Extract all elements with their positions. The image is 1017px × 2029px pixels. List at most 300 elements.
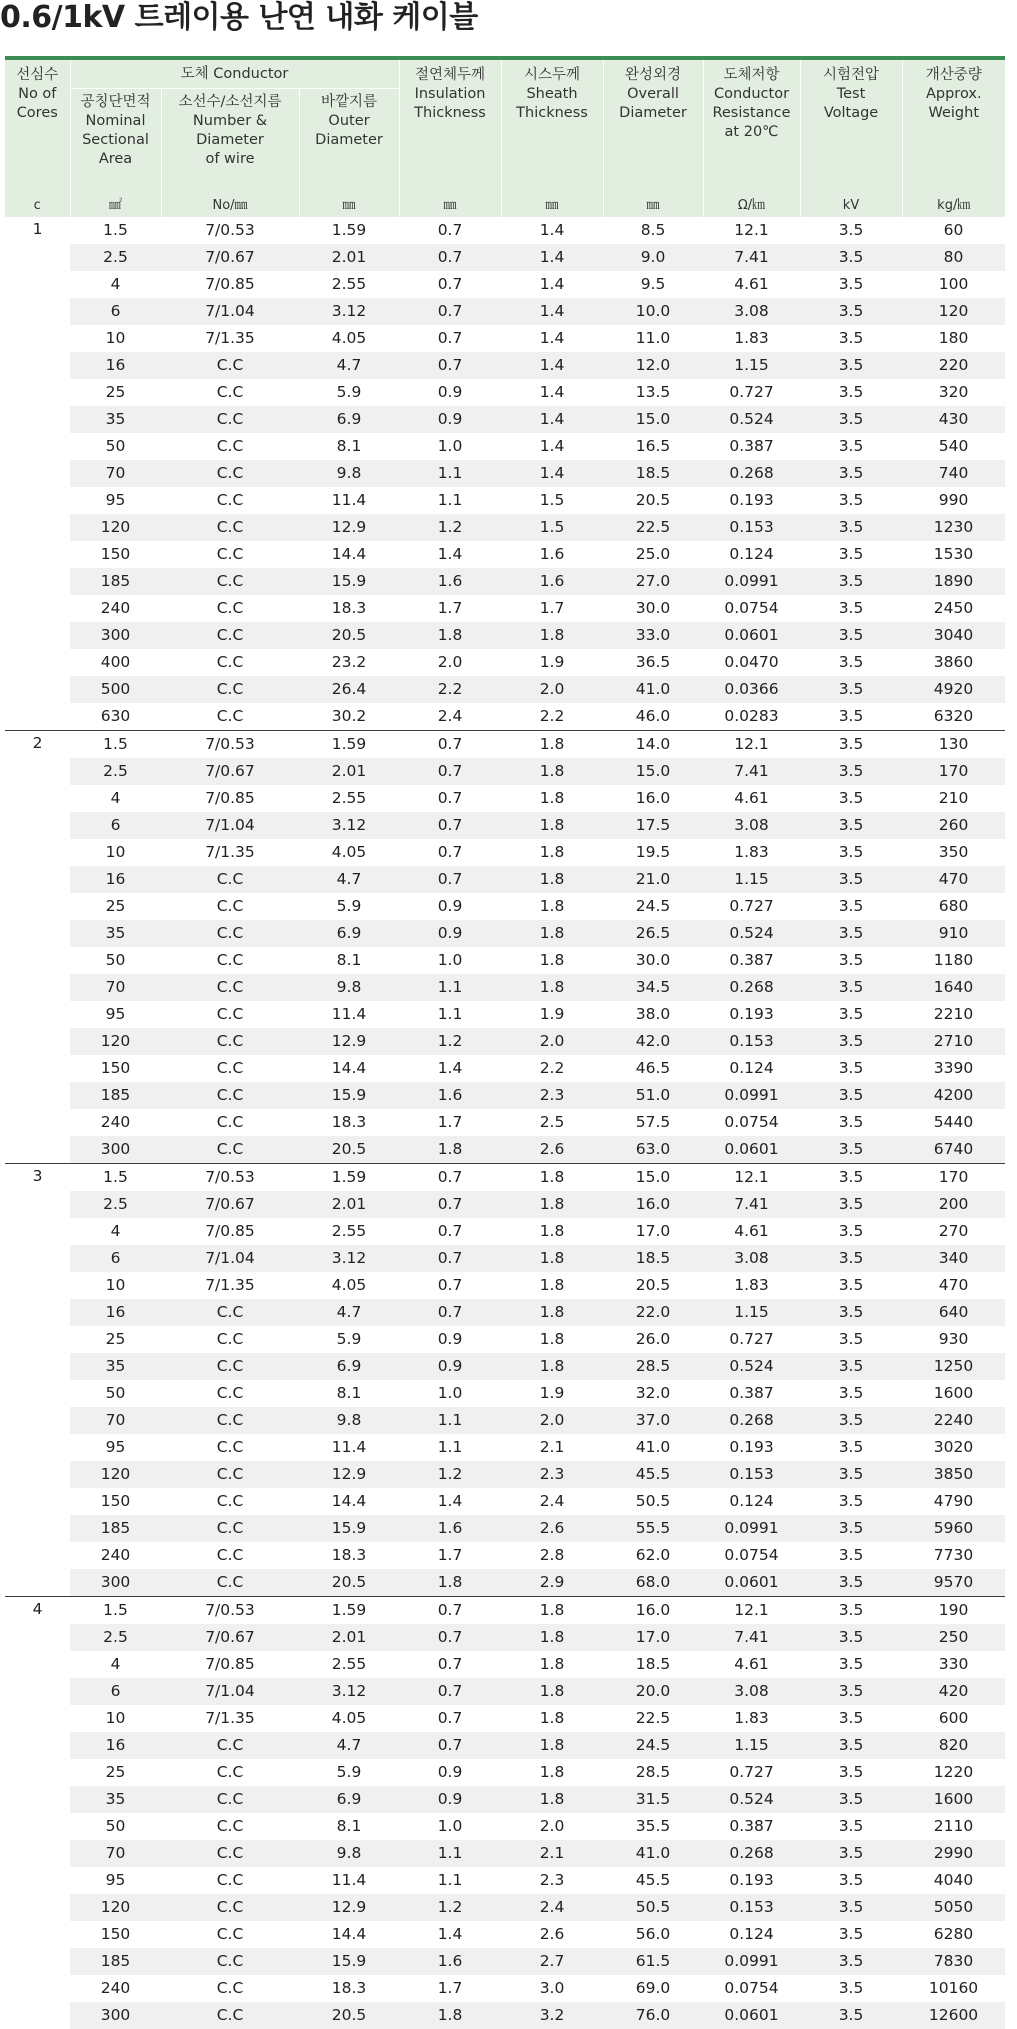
table-cell: 26.0 <box>635 1330 671 1348</box>
table-cell: 120 <box>70 514 161 541</box>
table-cell: 24.5 <box>603 1732 703 1759</box>
table-cell: 18.3 <box>331 1979 367 1997</box>
table-cell: 3.5 <box>838 1330 864 1348</box>
table-cell: 38.0 <box>635 1005 671 1023</box>
table-cell: 16.0 <box>603 1596 703 1624</box>
table-cell: 240 <box>100 599 131 617</box>
table-cell: 1600 <box>902 1786 1005 1813</box>
table-cell: 45.5 <box>635 1871 671 1889</box>
table-cell: 50.5 <box>635 1492 671 1510</box>
table-cell: C.C <box>161 352 299 379</box>
table-cell: 6740 <box>902 1136 1005 1164</box>
table-cell: 0.0601 <box>703 1136 800 1164</box>
table-cell: 1.4 <box>539 437 565 455</box>
table-cell: 2.01 <box>299 1191 399 1218</box>
table-cell: 1.8 <box>539 951 565 969</box>
table-row <box>5 406 1005 433</box>
table-cell: 1.1 <box>399 974 501 1001</box>
table-row <box>5 1515 1005 1542</box>
table-cell: 0.7 <box>399 352 501 379</box>
table-row <box>5 758 1005 785</box>
table-row <box>5 1136 1005 1164</box>
table-cell: 0.0754 <box>724 599 779 617</box>
table-cell: C.C <box>216 1925 244 1943</box>
table-cell: C.C <box>161 1948 299 1975</box>
unit-cell: ㎜ <box>603 195 703 217</box>
table-cell: 3.2 <box>501 2002 603 2029</box>
table-cell: 4.7 <box>299 1732 399 1759</box>
table-cell: 7.41 <box>703 1191 800 1218</box>
table-row <box>5 1380 1005 1407</box>
table-cell: 185 <box>70 1948 161 1975</box>
table-cell: C.C <box>161 1461 299 1488</box>
table-cell: 2.55 <box>331 789 367 807</box>
table-cell: 50 <box>105 1384 126 1402</box>
table-cell: 55.5 <box>603 1515 703 1542</box>
table-row <box>5 433 1005 460</box>
table-cell: 150 <box>100 1492 131 1510</box>
table-cell: 2.0 <box>501 1407 603 1434</box>
table-cell: 3.5 <box>838 1979 864 1997</box>
table-cell: 4790 <box>933 1492 974 1510</box>
table-cell: 46.0 <box>635 707 671 725</box>
table-cell: 330 <box>938 1655 969 1673</box>
table-row <box>5 649 1005 676</box>
header-sheath-thickness: 시스두께 Sheath Thickness <box>501 60 603 195</box>
table-cell: 3.5 <box>838 599 864 617</box>
table-cell: 14.4 <box>331 545 367 563</box>
table-cell: 16.5 <box>635 437 671 455</box>
table-cell: 0.7 <box>399 1624 501 1651</box>
table-cell: 1.6 <box>399 568 501 595</box>
table-cell: 4920 <box>902 676 1005 703</box>
table-cell: 2.0 <box>539 1817 565 1835</box>
table-cell: 68.0 <box>603 1569 703 1597</box>
table-cell: 0.153 <box>703 1461 800 1488</box>
table-cell: C.C <box>161 568 299 595</box>
table-cell: 19.5 <box>635 843 671 861</box>
table-cell: 0.7 <box>399 298 501 325</box>
table-row <box>5 1353 1005 1380</box>
table-row <box>5 812 1005 839</box>
table-cell: 33.0 <box>603 622 703 649</box>
table-cell: 1.59 <box>299 1596 399 1624</box>
table-cell: 13.5 <box>635 383 671 401</box>
table-row <box>5 1163 1005 1191</box>
table-row <box>5 352 1005 379</box>
table-cell: 3.5 <box>800 1678 902 1705</box>
table-cell: 3.12 <box>299 1678 399 1705</box>
table-row <box>5 893 1005 920</box>
table-cell: C.C <box>216 897 244 915</box>
table-cell: 240 <box>100 1113 131 1131</box>
table-cell: 1.8 <box>539 1763 565 1781</box>
table-cell: 1.4 <box>437 1925 463 1943</box>
table-row <box>5 1434 1005 1461</box>
cable-spec-table <box>5 60 1005 2029</box>
table-cell: 0.7 <box>399 1191 501 1218</box>
table-cell: 12.1 <box>703 1163 800 1191</box>
table-cell: 9.0 <box>603 244 703 271</box>
header-nominal-area: 공칭단면적 Nominal Sectional Area <box>70 89 161 195</box>
table-cell: 2.6 <box>539 1925 565 1943</box>
table-row <box>5 1001 1005 1028</box>
table-cell: 60 <box>943 221 964 239</box>
table-cell: 7/0.85 <box>205 1222 255 1240</box>
table-cell: 7.41 <box>703 244 800 271</box>
table-cell: 1.8 <box>539 1276 565 1294</box>
table-cell: 20.5 <box>299 622 399 649</box>
table-cell: 80 <box>902 244 1005 271</box>
table-cell: 0.524 <box>703 920 800 947</box>
table-cell: 69.0 <box>635 1979 671 1997</box>
table-cell: 7/1.35 <box>205 843 255 861</box>
table-cell: 1.8 <box>539 1709 565 1727</box>
table-cell: 9.8 <box>299 1840 399 1867</box>
table-cell: 4.61 <box>734 275 769 293</box>
table-cell: 3.5 <box>838 1222 864 1240</box>
table-row <box>5 1488 1005 1515</box>
table-cell: 0.9 <box>437 1763 463 1781</box>
table-cell: 4.05 <box>331 843 367 861</box>
table-cell: 120 <box>70 1028 161 1055</box>
table-cell: 30.0 <box>635 599 671 617</box>
table-cell: 1.15 <box>703 352 800 379</box>
units-row <box>5 195 1005 217</box>
table-row <box>5 1678 1005 1705</box>
table-cell: 3.5 <box>838 951 864 969</box>
table-cell: 7/0.53 <box>161 1163 299 1191</box>
table-cell: 740 <box>902 460 1005 487</box>
table-cell: 15.0 <box>603 758 703 785</box>
table-cell: 2.2 <box>539 707 565 725</box>
table-cell: 50.5 <box>603 1894 703 1921</box>
table-cell: 250 <box>902 1624 1005 1651</box>
table-cell: 61.5 <box>603 1948 703 1975</box>
table-cell: 150 <box>100 1059 131 1077</box>
table-cell: 1.4 <box>501 298 603 325</box>
table-cell: 185 <box>70 1082 161 1109</box>
table-cell: 6.9 <box>299 1786 399 1813</box>
table-cell: 25 <box>105 1330 126 1348</box>
table-cell: 3.5 <box>800 1082 902 1109</box>
table-cell: 12.1 <box>703 730 800 758</box>
table-cell: 200 <box>902 1191 1005 1218</box>
table-cell: 1.4 <box>501 244 603 271</box>
table-cell: 680 <box>938 897 969 915</box>
table-cell: 0.7 <box>399 1732 501 1759</box>
table-cell: 7/1.04 <box>161 812 299 839</box>
table-row <box>5 1759 1005 1786</box>
table-cell: 25 <box>105 897 126 915</box>
table-cell: 0.0601 <box>703 2002 800 2029</box>
table-cell: 7/0.85 <box>205 1655 255 1673</box>
table-row <box>5 1299 1005 1326</box>
header-approx-weight: 개산중량 Approx. Weight <box>902 60 1005 195</box>
table-cell: 1.83 <box>734 1709 769 1727</box>
table-cell: 7.41 <box>703 1624 800 1651</box>
table-cell: 270 <box>938 1222 969 1240</box>
table-cell: 3.12 <box>299 298 399 325</box>
table-cell: 4.7 <box>299 352 399 379</box>
unit-cell: kV <box>800 195 902 217</box>
table-cell: 2.8 <box>539 1546 565 1564</box>
table-cell: 15.9 <box>299 1948 399 1975</box>
table-cell: 20.5 <box>299 2002 399 2029</box>
table-cell: 8.1 <box>336 1384 362 1402</box>
table-cell: 14.4 <box>331 1492 367 1510</box>
table-row <box>5 1813 1005 1840</box>
table-cell: 3.5 <box>800 1732 902 1759</box>
table-cell: 2.0 <box>501 676 603 703</box>
table-cell: 3.5 <box>800 1515 902 1542</box>
table-cell: 0.124 <box>729 1492 774 1510</box>
table-row <box>5 1326 1005 1353</box>
table-cell: 1.8 <box>539 1655 565 1673</box>
table-cell: 3.5 <box>800 758 902 785</box>
table-cell: 0.9 <box>399 406 501 433</box>
table-cell: 1.7 <box>437 599 463 617</box>
table-cell: 18.3 <box>331 1546 367 1564</box>
table-cell: 95 <box>105 1871 126 1889</box>
table-cell: 23.2 <box>331 653 367 671</box>
table-cell: 35.5 <box>635 1817 671 1835</box>
table-cell: 10 <box>105 1709 126 1727</box>
table-cell: 3.5 <box>800 676 902 703</box>
table-cell: 2.01 <box>299 758 399 785</box>
table-cell: 0.387 <box>729 1384 774 1402</box>
table-cell: C.C <box>161 1407 299 1434</box>
table-cell: 1.4 <box>539 329 565 347</box>
table-row <box>5 1542 1005 1569</box>
table-cell: 470 <box>938 1276 969 1294</box>
table-cell: 6.9 <box>299 406 399 433</box>
table-cell: 16.0 <box>635 789 671 807</box>
table-row <box>5 1732 1005 1759</box>
table-cell: 18.3 <box>331 1113 367 1131</box>
table-cell: 0.7 <box>437 1276 463 1294</box>
table-cell: 1.4 <box>437 1492 463 1510</box>
table-cell: 180 <box>938 329 969 347</box>
table-row <box>5 947 1005 974</box>
table-cell: 1.1 <box>399 1407 501 1434</box>
table-cell: 10160 <box>928 1979 979 1997</box>
table-cell: 600 <box>938 1709 969 1727</box>
table-cell: 170 <box>902 1163 1005 1191</box>
table-cell: 1.8 <box>399 1136 501 1164</box>
table-cell: 18.5 <box>603 1245 703 1272</box>
table-cell: C.C <box>216 1384 244 1402</box>
table-cell: 25 <box>105 1763 126 1781</box>
table-cell: 4 <box>110 1655 121 1673</box>
table-cell: 0.7 <box>437 221 463 239</box>
table-cell: 1.0 <box>437 437 463 455</box>
table-cell: 3.5 <box>838 545 864 563</box>
table-cell: 1.6 <box>399 1948 501 1975</box>
table-cell: 3.5 <box>800 1894 902 1921</box>
table-cell: 1.8 <box>501 622 603 649</box>
header-overall-diameter: 완성외경 Overall Diameter <box>603 60 703 195</box>
table-cell: 0.7 <box>437 789 463 807</box>
table-cell: 3.5 <box>838 1817 864 1835</box>
table-cell: 2.3 <box>539 1871 565 1889</box>
table-cell: 7/0.53 <box>161 730 299 758</box>
table-cell: 470 <box>902 866 1005 893</box>
table-cell: C.C <box>161 1569 299 1597</box>
table-cell: 25 <box>105 383 126 401</box>
table-cell: 1.15 <box>703 866 800 893</box>
table-cell: 2210 <box>933 1005 974 1023</box>
table-cell: 2.5 <box>70 244 161 271</box>
table-cell: 45.5 <box>603 1461 703 1488</box>
table-cell: 0.9 <box>399 1786 501 1813</box>
table-cell: 16.0 <box>603 1191 703 1218</box>
table-cell: 0.0283 <box>724 707 779 725</box>
table-cell: 1.0 <box>437 951 463 969</box>
table-row <box>5 568 1005 595</box>
table-cell: C.C <box>161 1732 299 1759</box>
table-cell: 3.5 <box>800 866 902 893</box>
table-cell: 1.8 <box>501 730 603 758</box>
table-cell: C.C <box>216 1438 244 1456</box>
table-cell: 1.5 <box>103 221 128 239</box>
table-cell: 6.9 <box>299 920 399 947</box>
table-row <box>5 271 1005 298</box>
table-cell: 3.5 <box>838 1005 864 1023</box>
table-cell: 3.5 <box>800 1407 902 1434</box>
table-cell: 9570 <box>902 1569 1005 1597</box>
table-cell: 1.1 <box>399 460 501 487</box>
table-cell: 0.153 <box>703 1894 800 1921</box>
table-cell: 5.9 <box>336 1763 362 1781</box>
table-cell: 0.727 <box>729 897 774 915</box>
table-cell: 0.7 <box>399 866 501 893</box>
table-cell: 3040 <box>902 622 1005 649</box>
table-row <box>5 244 1005 271</box>
table-cell: C.C <box>161 974 299 1001</box>
table-cell: 5.9 <box>336 897 362 915</box>
table-cell: 35 <box>70 406 161 433</box>
table-cell: 185 <box>70 568 161 595</box>
table-cell: 0.7 <box>437 843 463 861</box>
table-cell: 4.05 <box>331 329 367 347</box>
table-cell: 16 <box>70 352 161 379</box>
table-cell: 120 <box>70 1894 161 1921</box>
table-cell: 340 <box>902 1245 1005 1272</box>
table-cell: 6.9 <box>299 1353 399 1380</box>
table-cell: 3.08 <box>703 1245 800 1272</box>
table-cell: 350 <box>938 843 969 861</box>
table-cell: 1.9 <box>539 653 565 671</box>
table-cell: 0.727 <box>729 1763 774 1781</box>
table-cell: 1.8 <box>501 1191 603 1218</box>
table-cell: 22.5 <box>603 514 703 541</box>
table-cell: 3.5 <box>800 812 902 839</box>
table-cell: C.C <box>216 1546 244 1564</box>
table-cell: C.C <box>216 1817 244 1835</box>
table-cell: 20.5 <box>635 1276 671 1294</box>
unit-cell: No/㎜ <box>161 195 299 217</box>
unit-cell: ㎜ <box>501 195 603 217</box>
table-row <box>5 1651 1005 1678</box>
header-wire-number-diameter: 소선수/소선지름 Number & Diameter of wire <box>161 89 299 195</box>
table-cell: 3.5 <box>838 383 864 401</box>
table-cell: 6 <box>70 812 161 839</box>
table-cell: 1.4 <box>539 275 565 293</box>
unit-cell: c <box>5 195 70 217</box>
table-row <box>5 839 1005 866</box>
table-cell: 95 <box>105 1438 126 1456</box>
header-conductor-resistance: 도체저항 Conductor Resistance at 20℃ <box>703 60 800 195</box>
table-cell: 1.8 <box>539 1222 565 1240</box>
table-row <box>5 920 1005 947</box>
table-row <box>5 730 1005 758</box>
table-cell: 7/0.67 <box>161 758 299 785</box>
table-cell: 10.0 <box>603 298 703 325</box>
table-cell: 76.0 <box>603 2002 703 2029</box>
table-row <box>5 1786 1005 1813</box>
table-row <box>5 1055 1005 1082</box>
header-outer-diameter: 바깥지름 Outer Diameter <box>299 89 399 195</box>
table-cell: 3.5 <box>838 1709 864 1727</box>
table-cell: 3.5 <box>838 1113 864 1131</box>
table-cell: 1.8 <box>501 866 603 893</box>
table-cell: 190 <box>902 1596 1005 1624</box>
table-cell: 1.6 <box>501 568 603 595</box>
table-row <box>5 298 1005 325</box>
table-cell: 120 <box>70 1461 161 1488</box>
table-cell: C.C <box>161 1786 299 1813</box>
table-cell: C.C <box>161 920 299 947</box>
table-cell: 240 <box>100 1979 131 1997</box>
table-cell: 3.5 <box>800 1596 902 1624</box>
unit-cell: ㎜ <box>399 195 501 217</box>
cable-spec-table-container <box>5 56 1005 2029</box>
table-cell: 0.7 <box>437 275 463 293</box>
table-cell: 6280 <box>933 1925 974 1943</box>
table-row <box>5 460 1005 487</box>
table-cell: 70 <box>70 460 161 487</box>
table-cell: 320 <box>938 383 969 401</box>
table-cell: 630 <box>100 707 131 725</box>
table-cell: 300 <box>70 1136 161 1164</box>
table-cell: 70 <box>70 974 161 1001</box>
table-cell: 7/0.85 <box>205 789 255 807</box>
table-cell: 34.5 <box>603 974 703 1001</box>
table-cell: 3.5 <box>800 244 902 271</box>
cores-group-cell: 2 <box>5 730 70 1163</box>
table-cell: 1.8 <box>501 1353 603 1380</box>
table-row <box>5 1191 1005 1218</box>
table-cell: 27.0 <box>603 568 703 595</box>
table-cell: C.C <box>216 653 244 671</box>
page-title: 0.6/1kV 트레이용 난연 내화 케이블 <box>0 0 478 35</box>
table-cell: 12.1 <box>703 1596 800 1624</box>
table-cell: 0.124 <box>729 545 774 563</box>
table-cell: 1.5 <box>70 1163 161 1191</box>
table-row <box>5 1569 1005 1597</box>
table-cell: 10 <box>105 329 126 347</box>
table-cell: 3.5 <box>800 406 902 433</box>
table-cell: 1.8 <box>501 1163 603 1191</box>
table-cell: 26.4 <box>299 676 399 703</box>
table-cell: 0.727 <box>729 383 774 401</box>
table-cell: 3.5 <box>838 1871 864 1889</box>
table-row <box>5 1109 1005 1136</box>
table-cell: 300 <box>70 622 161 649</box>
table-cell: 57.5 <box>635 1113 671 1131</box>
table-cell: 1250 <box>902 1353 1005 1380</box>
